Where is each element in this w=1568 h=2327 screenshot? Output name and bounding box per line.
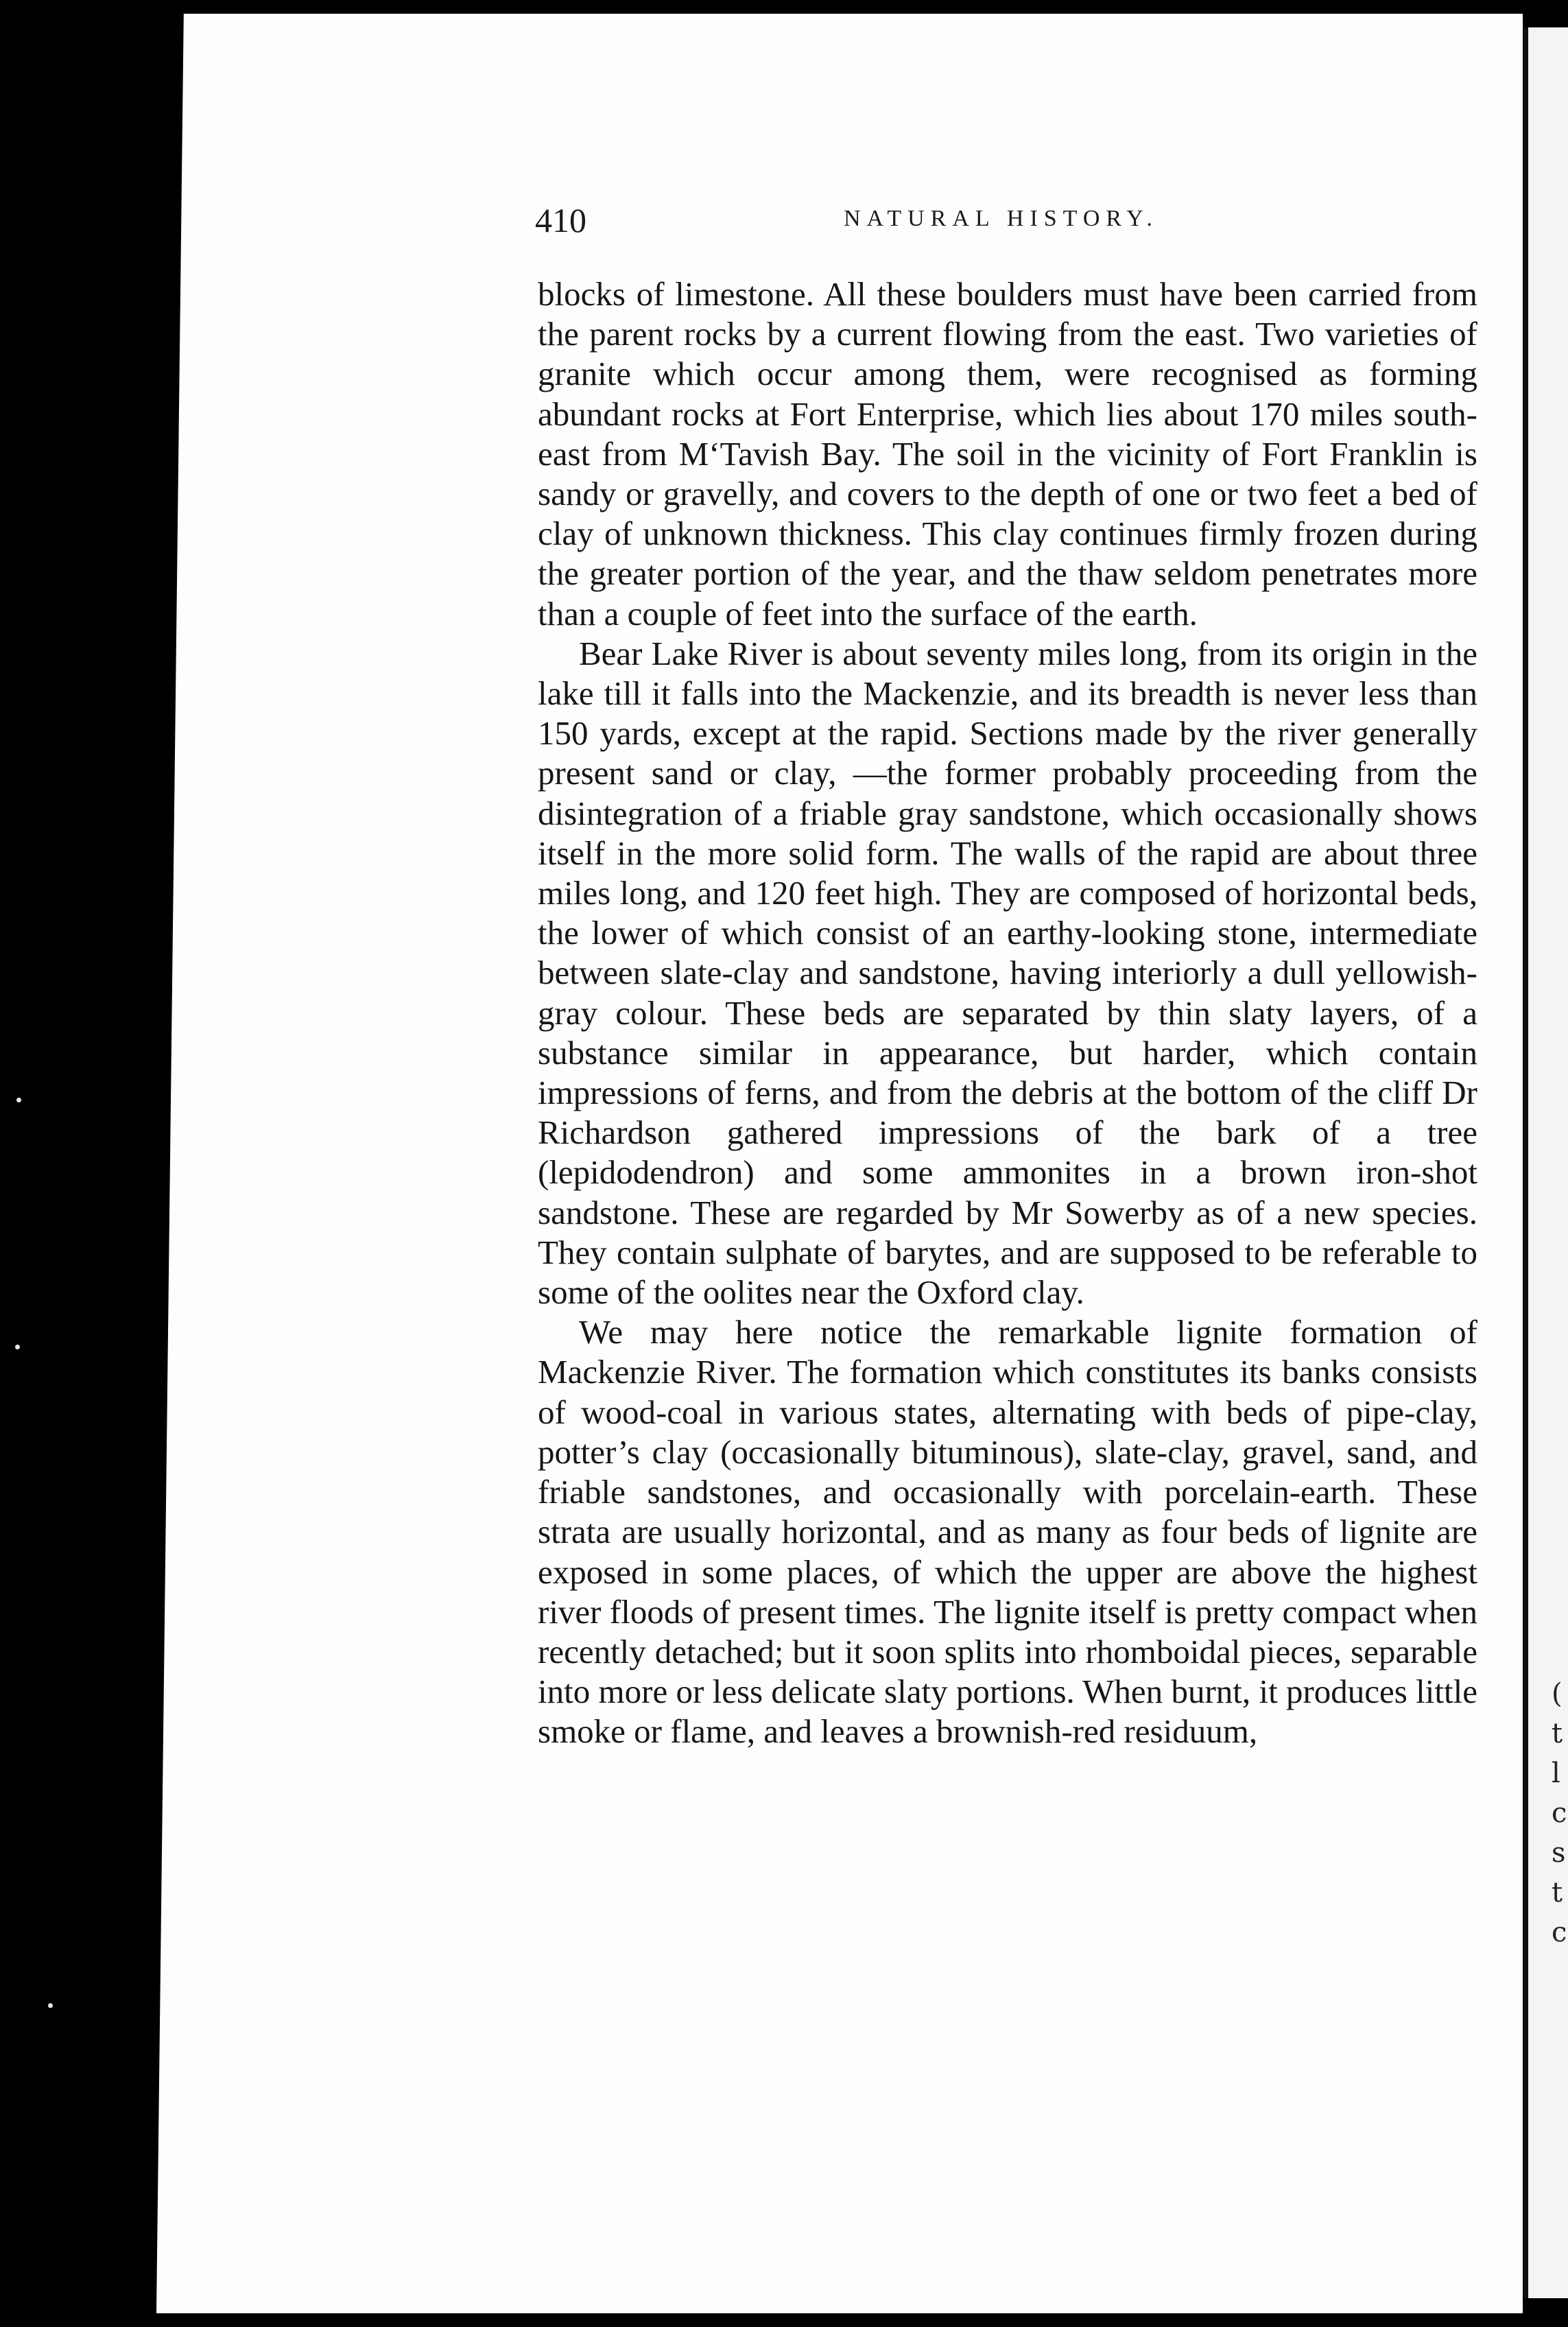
facing-fragment: c (1552, 1797, 1567, 1829)
facing-fragment: t (1552, 1718, 1563, 1749)
running-title: NATURAL HISTORY. (844, 206, 1159, 231)
facing-fragment: ( (1552, 1678, 1563, 1710)
facing-fragment: s (1552, 1837, 1566, 1869)
facing-fragment: t (1552, 1877, 1563, 1909)
page-header (535, 200, 1475, 248)
paragraph: We may here notice the remarkable lignite formation of Mackenzie River. The formation which constitutes its banks consists of wood-coal in various states, alternating with beds of pipe-clay, potter’s clay (occasionally bituminous), slate-clay, gravel, sand, and friable sandstones, and occasionally with porcelain-earth. These strata are usually horizontal, and as many as four beds of lignite are exposed in some places, of which the upper are above the highest river floods of present times. The lignite itself is pretty compact when recently detached; but it soon splits into rhomboidal pieces, separable into more or less delicate slaty portions. When burnt, it produces little smoke or flame, and leaves a brownish-red residuum, (538, 1313, 1477, 1751)
facing-fragment: c (1552, 1917, 1567, 1948)
facing-page-fragments (1552, 1674, 1567, 1952)
page-number: 410 (535, 201, 586, 239)
scan-speck (16, 1098, 21, 1102)
facing-fragment: l (1552, 1758, 1560, 1789)
scan-speck (48, 2003, 53, 2008)
body-text (538, 274, 1477, 1752)
facing-page-edge (1524, 27, 1568, 2298)
paragraph: blocks of limestone. All these boulders must have been carried from the parent rocks by a current flowing from the east. Two varieties of granite which occur among them, were recognised as forming abundant rocks at Fort Enterprise, which lies about 170 miles south-east from M‘Tavish Bay. The soil in the vicinity of Fort Franklin is sandy or gravelly, and covers to the depth of one or two feet a bed of clay of unknown thickness. This clay continues firmly frozen during the greater portion of the year, and the thaw seldom penetrates more than a couple of feet into the surface of the earth. (538, 275, 1477, 633)
scan-speck (15, 1345, 20, 1349)
paragraph: Bear Lake River is about seventy miles long, from its origin in the lake till it falls into the Mackenzie, and its breadth is never less than 150 yards, except at the rapid. Sections made by the river generally present sand or clay, —the former probably proceeding from the disintegration of a friable gray sandstone, which occasionally shows itself in the more solid form. The walls of the rapid are about three miles long, and 120 feet high. They are composed of horizontal beds, the lower of which consist of an earthy-looking stone, intermediate between slate-clay and sandstone, having interiorly a dull yellowish-gray colour. These beds are separated by thin slaty layers, of a substance similar in appearance, but harder, which contain impressions of ferns, and from the debris at the bottom of the cliff Dr Richardson gathered impressions of the bark of a tree (lepidodendron) and some ammonites in a brown iron-shot sandstone. These are regarded by Mr Sowerby as of a new species. They contain sulphate of barytes, and are supposed to be referable to some of the oolites near the Oxford clay. (538, 634, 1477, 1312)
